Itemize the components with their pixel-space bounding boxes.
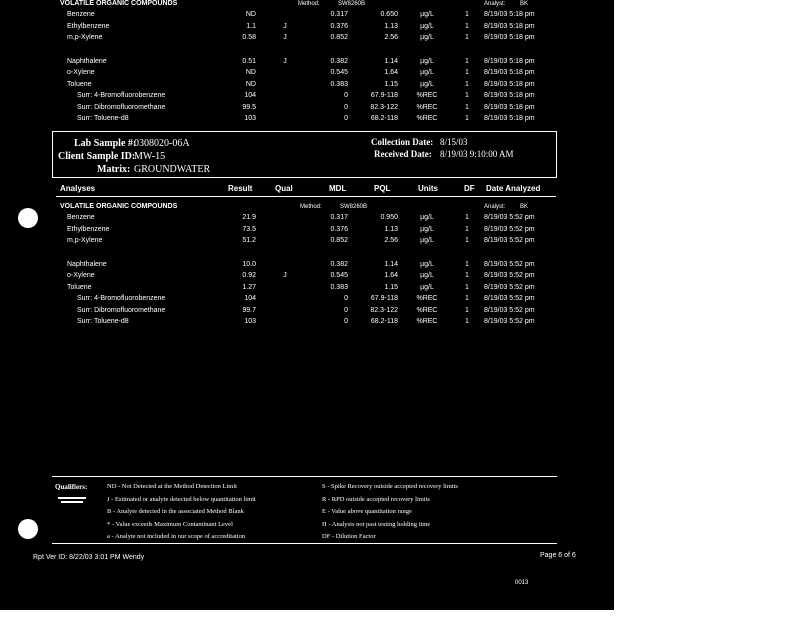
cell-result: 104	[244, 295, 256, 302]
group-heading: VOLATILE ORGANIC COMPOUNDS	[60, 203, 178, 210]
cell-result: 73.5	[242, 225, 256, 233]
cell-analyte: Benzene	[67, 11, 95, 18]
cell-result: ND	[245, 69, 256, 76]
cell-result: 10.0	[242, 260, 256, 268]
method-value: SW8260B	[340, 204, 368, 210]
cell-units: µg/L	[420, 272, 434, 279]
cell-result: 0.51	[242, 57, 256, 65]
cell-pql: 1.14	[384, 57, 398, 65]
cell-df: 1	[465, 115, 469, 122]
cell-result: 0.58	[242, 34, 256, 41]
cell-analyte: Surr: Toluene-d8	[77, 115, 129, 122]
col-analyses: Analyses	[60, 184, 96, 193]
cell-units: µg/L	[420, 283, 434, 291]
cell-mdl: 0.382	[330, 260, 348, 268]
qualifier-definition: S - Spike Recovery outside accepted recovery limits	[322, 483, 458, 490]
cell-analyte: Surr: 4-Bromofluorobenzene	[77, 295, 166, 302]
lab-sample-label: Lab Sample #:	[74, 138, 137, 149]
client-sample-label: Client Sample ID:	[58, 151, 136, 162]
cell-date: 8/19/03 5:18 pm	[484, 115, 535, 122]
cell-pql: 2.56	[384, 34, 398, 41]
cell-analyte: Toluene	[67, 80, 92, 88]
cell-mdl: 0.376	[330, 225, 348, 233]
col-df: DF	[464, 184, 475, 193]
qualifier-definition: * - Value exceeds Maximum Contaminant Level	[107, 520, 233, 528]
matrix-value: GROUNDWATER	[134, 164, 211, 175]
cell-pql: 1.14	[384, 260, 398, 268]
cell-pql: 82.3-122	[370, 103, 398, 111]
cell-analyte: m,p-Xylene	[67, 237, 103, 244]
cell-mdl: 0	[344, 306, 348, 314]
cell-result: 103	[244, 115, 256, 122]
cell-qual: J	[283, 34, 287, 41]
cell-units: %REC	[416, 103, 438, 111]
page-stamp: 0013	[515, 580, 529, 586]
cell-pql: 82.3-122	[370, 306, 398, 314]
cell-analyte: o-Xylene	[67, 272, 95, 279]
cell-pql: 1.64	[384, 69, 398, 76]
cell-mdl: 0.545	[330, 69, 348, 76]
cell-mdl: 0.852	[330, 34, 348, 41]
collection-date-label: Collection Date:	[371, 137, 434, 147]
cell-analyte: Surr: Toluene-d8	[77, 318, 129, 325]
method-label: Method:	[300, 204, 322, 210]
cell-analyte: Surr: Dibromofluoromethane	[77, 306, 166, 314]
lab-logo	[58, 496, 86, 506]
col-units: Units	[418, 184, 438, 193]
cell-df: 1	[465, 11, 469, 18]
method-label: Method:	[298, 1, 320, 7]
cell-mdl: 0	[344, 318, 348, 325]
cell-analyte: Ethylbenzene	[67, 225, 110, 233]
cell-analyte: Ethylbenzene	[67, 22, 110, 30]
cell-analyte: Toluene	[67, 283, 92, 291]
cell-date: 8/19/03 5:52 pm	[484, 283, 535, 291]
cell-date: 8/19/03 5:18 pm	[484, 80, 535, 88]
cell-qual: J	[283, 57, 287, 65]
cell-mdl: 0	[344, 103, 348, 111]
lab-sample-value: 0308020-06A	[134, 138, 190, 149]
received-date-label: Received Date:	[374, 149, 432, 159]
cell-analyte: Surr: 4-Bromofluorobenzene	[77, 92, 166, 99]
qualifier-definition: R - RPD outside accepted recovery limits	[322, 495, 430, 503]
col-result: Result	[228, 184, 253, 193]
cell-pql: 0.950	[380, 214, 398, 221]
cell-df: 1	[465, 225, 469, 233]
cell-pql: 1.13	[384, 225, 398, 233]
cell-df: 1	[465, 92, 469, 99]
cell-pql: 68.2-118	[370, 318, 398, 325]
punch-hole-lower	[18, 519, 38, 539]
cell-date: 8/19/03 5:52 pm	[484, 237, 535, 244]
cell-analyte: Naphthalene	[67, 57, 107, 65]
cell-pql: 67.9-118	[370, 92, 398, 99]
cell-mdl: 0	[344, 115, 348, 122]
cell-date: 8/19/03 5:18 pm	[484, 34, 535, 41]
qualifier-definition: H - Analysis not past testing holding time	[322, 520, 431, 528]
matrix-label: Matrix:	[97, 164, 131, 175]
cell-df: 1	[465, 103, 469, 111]
cell-mdl: 0.317	[330, 214, 348, 221]
qualifier-definition: J - Estimated or analyte detected below quantitation limit	[107, 495, 256, 503]
cell-qual: J	[283, 22, 287, 30]
qualifiers-top-rule	[52, 476, 557, 477]
received-date-value: 8/19/03 9:10:00 AM	[440, 149, 514, 159]
cell-units: %REC	[416, 306, 438, 314]
cell-df: 1	[465, 22, 469, 30]
collection-date-value: 8/15/03	[440, 137, 468, 147]
cell-date: 8/19/03 5:18 pm	[484, 103, 535, 111]
cell-mdl: 0.317	[330, 11, 348, 18]
cell-df: 1	[465, 34, 469, 41]
cell-pql: 1.64	[384, 272, 398, 279]
cell-df: 1	[465, 306, 469, 314]
cell-analyte: Benzene	[67, 214, 95, 221]
col-mdl: MDL	[329, 184, 347, 193]
cell-date: 8/19/03 5:18 pm	[484, 69, 535, 76]
cell-analyte: m,p-Xylene	[67, 34, 103, 41]
cell-units: µg/L	[420, 225, 434, 233]
cell-date: 8/19/03 5:52 pm	[484, 225, 535, 233]
cell-pql: 67.9-118	[370, 295, 398, 302]
cell-pql: 68.2-118	[370, 115, 398, 122]
cell-df: 1	[465, 295, 469, 302]
cell-pql: 1.13	[384, 22, 398, 30]
analyst-value: BK	[520, 204, 529, 210]
cell-df: 1	[465, 57, 469, 65]
cell-date: 8/19/03 5:52 pm	[484, 318, 535, 325]
cell-date: 8/19/03 5:18 pm	[484, 92, 535, 99]
col-qual: Qual	[275, 184, 293, 193]
cell-date: 8/19/03 5:52 pm	[484, 295, 535, 302]
cell-date: 8/19/03 5:52 pm	[484, 272, 535, 279]
group-heading: VOLATILE ORGANIC COMPOUNDS	[60, 0, 178, 7]
page-number: Page 6 of 6	[540, 552, 576, 559]
col-date-analyzed: Date Analyzed	[486, 184, 541, 193]
cell-units: %REC	[416, 295, 438, 302]
cell-units: µg/L	[420, 260, 434, 268]
punch-hole-upper	[18, 208, 38, 228]
cell-units: µg/L	[420, 22, 434, 30]
cell-units: µg/L	[420, 34, 434, 41]
cell-result: 103	[244, 318, 256, 325]
report-version: Rpt Ver ID: 8/22/03 3:01 PM Wendy	[33, 554, 145, 561]
cell-df: 1	[465, 260, 469, 268]
cell-df: 1	[465, 272, 469, 279]
cell-df: 1	[465, 69, 469, 76]
col-pql: PQL	[374, 184, 391, 193]
cell-pql: 2.56	[384, 237, 398, 244]
cell-result: 104	[244, 92, 256, 99]
header-underline	[56, 196, 556, 197]
cell-analyte: Surr: Dibromofluoromethane	[77, 103, 166, 111]
cell-units: µg/L	[420, 214, 434, 221]
cell-units: %REC	[416, 318, 438, 325]
cell-result: 1.27	[242, 283, 256, 291]
cell-result: 0.92	[242, 272, 256, 279]
cell-df: 1	[465, 80, 469, 88]
cell-mdl: 0.376	[330, 22, 348, 30]
cell-result: 21.9	[242, 214, 256, 221]
cell-analyte: o-Xylene	[67, 69, 95, 76]
qualifier-definition: B - Analyte detected in the associated Method Blank	[107, 508, 244, 515]
cell-units: µg/L	[420, 80, 434, 88]
cell-result: 1.1	[246, 22, 256, 30]
method-value: SW8260B	[338, 1, 366, 7]
qualifier-definition: ND - Not Detected at the Method Detection Limit	[107, 483, 237, 490]
cell-result: ND	[245, 11, 256, 18]
cell-df: 1	[465, 318, 469, 325]
cell-date: 8/19/03 5:52 pm	[484, 306, 535, 314]
cell-units: µg/L	[420, 69, 434, 76]
qualifiers-label: Qualifiers:	[55, 483, 88, 491]
cell-mdl: 0.383	[330, 80, 348, 88]
cell-units: %REC	[416, 92, 438, 99]
cell-result: 51.2	[242, 237, 256, 244]
cell-date: 8/19/03 5:18 pm	[484, 11, 535, 18]
analyst-value: BK	[520, 1, 529, 7]
cell-mdl: 0.382	[330, 57, 348, 65]
cell-pql: 1.15	[384, 283, 398, 291]
cell-units: µg/L	[420, 57, 434, 65]
cell-mdl: 0	[344, 92, 348, 99]
client-sample-value: MW-15	[134, 151, 166, 162]
qualifier-definition: DF - Dilution Factor	[322, 533, 376, 540]
analyst-label: Analyst:	[484, 204, 506, 210]
cell-date: 8/19/03 5:18 pm	[484, 57, 535, 65]
qualifier-definition: a - Analyte not included in our scope of accreditation	[107, 533, 246, 540]
analyst-label: Analyst:	[484, 1, 506, 7]
cell-qual: J	[283, 272, 287, 279]
cell-units: µg/L	[420, 237, 434, 244]
cell-date: 8/19/03 5:18 pm	[484, 22, 535, 30]
cell-mdl: 0.545	[330, 272, 348, 279]
cell-result: 99.5	[242, 103, 256, 111]
cell-pql: 0.650	[380, 11, 398, 18]
cell-result: ND	[245, 80, 256, 88]
cell-units: %REC	[416, 115, 438, 122]
cell-date: 8/19/03 5:52 pm	[484, 260, 535, 268]
cell-mdl: 0	[344, 295, 348, 302]
cell-df: 1	[465, 237, 469, 244]
cell-analyte: Naphthalene	[67, 260, 107, 268]
cell-date: 8/19/03 5:52 pm	[484, 214, 535, 221]
cell-mdl: 0.852	[330, 237, 348, 244]
cell-pql: 1.15	[384, 80, 398, 88]
cell-df: 1	[465, 214, 469, 221]
cell-units: µg/L	[420, 11, 434, 18]
cell-result: 99.7	[242, 306, 256, 314]
qualifiers-bottom-rule	[52, 543, 557, 544]
cell-mdl: 0.383	[330, 283, 348, 291]
cell-df: 1	[465, 283, 469, 291]
qualifier-definition: E - Value above quantitation range	[322, 508, 412, 515]
